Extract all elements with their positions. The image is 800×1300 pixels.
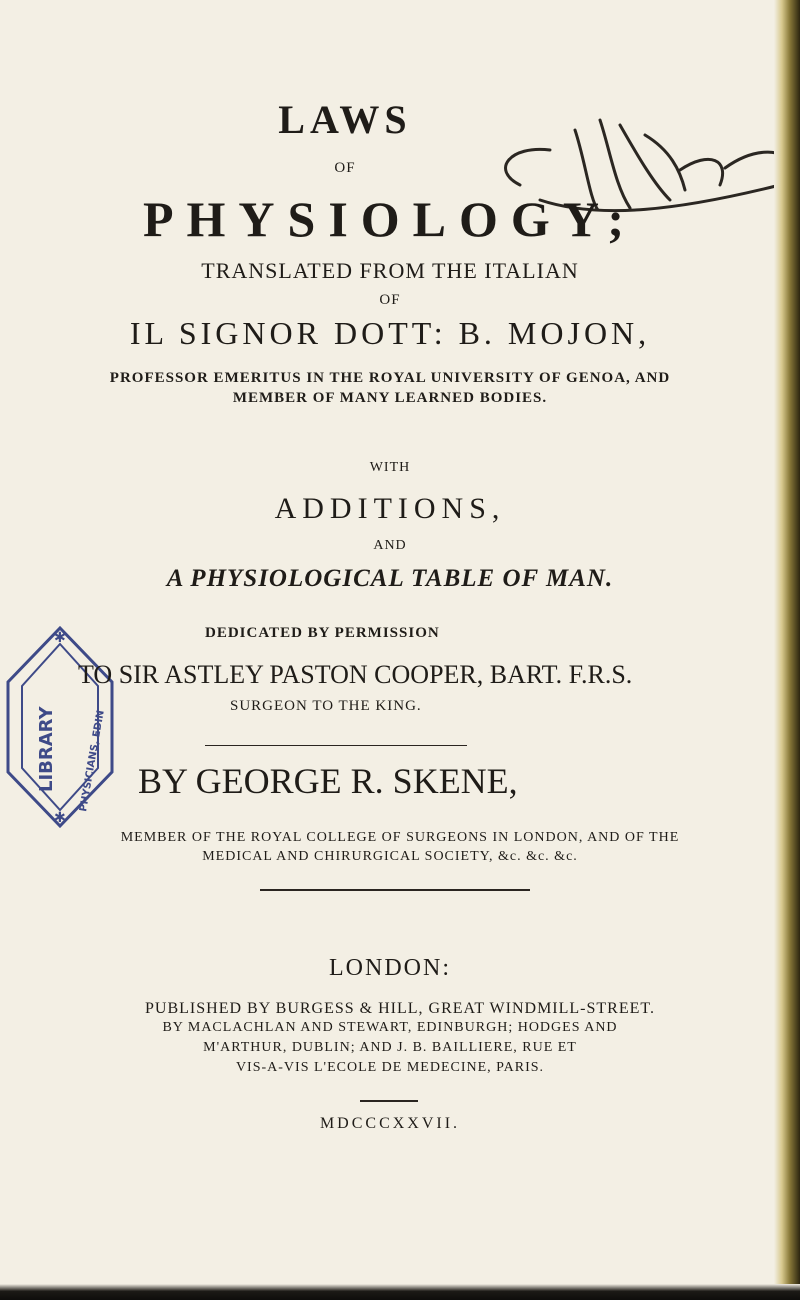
author-credentials-2: MEMBER OF MANY LEARNED BODIES. [232, 390, 548, 406]
additions-heading: ADDITIONS, [274, 492, 506, 525]
star-icon: ✱ [54, 631, 66, 646]
heading-physiology: PHYSIOLOGY; [142, 191, 637, 247]
imprint-line-2: BY MACLACHLAN AND STEWART, EDINBURGH; HODGES AND [162, 1020, 618, 1035]
translator-credentials-1: MEMBER OF THE ROYAL COLLEGE OF SURGEONS IN LONDON, AND OF THE [120, 830, 680, 845]
imprint-line-4: VIS-A-VIS L'ECOLE DE MEDECINE, PARIS. [235, 1060, 545, 1075]
imprint-line-1: PUBLISHED BY BURGESS & HILL, GREAT WINDMILL-STREET. [145, 1000, 655, 1017]
stamp-physicians-text: PHYSICIANS, EDIN [78, 709, 107, 813]
imprint-city: LONDON: [329, 955, 451, 981]
star-icon: ✱ [54, 811, 66, 826]
dedicatee-title: SURGEON TO THE KING. [230, 698, 422, 714]
translator-name: BY GEORGE R. SKENE, [138, 761, 518, 801]
translated-line: TRANSLATED FROM THE ITALIAN [201, 258, 579, 283]
author-credentials-1: PROFESSOR EMERITUS IN THE ROYAL UNIVERSITY OF GENOA, AND [109, 370, 671, 386]
divider-rule [205, 745, 467, 746]
physiological-table-title: A PHYSIOLOGICAL TABLE OF MAN. [166, 565, 614, 592]
word-of-2: OF [379, 292, 401, 308]
divider-rule-2 [260, 889, 530, 891]
word-with: WITH [369, 460, 411, 475]
translator-credentials-2: MEDICAL AND CHIRURGICAL SOCIETY, &c. &c. &c. [202, 849, 578, 864]
word-of: OF [334, 160, 356, 176]
dedicatee-line: TO SIR ASTLEY PASTON COOPER, BART. F.R.S. [78, 660, 633, 689]
publication-date: MDCCCXXVII. [319, 1115, 461, 1132]
dedicated-line: DEDICATED BY PERMISSION [205, 625, 440, 641]
page-bottom-edge [0, 1284, 800, 1300]
author-name: IL SIGNOR DOTT: B. MOJON, [129, 315, 651, 351]
page-edge-shadow [774, 0, 800, 1300]
short-rule [360, 1100, 418, 1102]
imprint-line-3: M'ARTHUR, DUBLIN; AND J. B. BAILLIERE, RUE ET [203, 1040, 577, 1055]
heading-laws: LAWS [278, 97, 412, 142]
word-and: AND [373, 538, 407, 553]
stamp-library-text: LIBRARY [36, 706, 57, 792]
library-stamp [0, 622, 120, 832]
